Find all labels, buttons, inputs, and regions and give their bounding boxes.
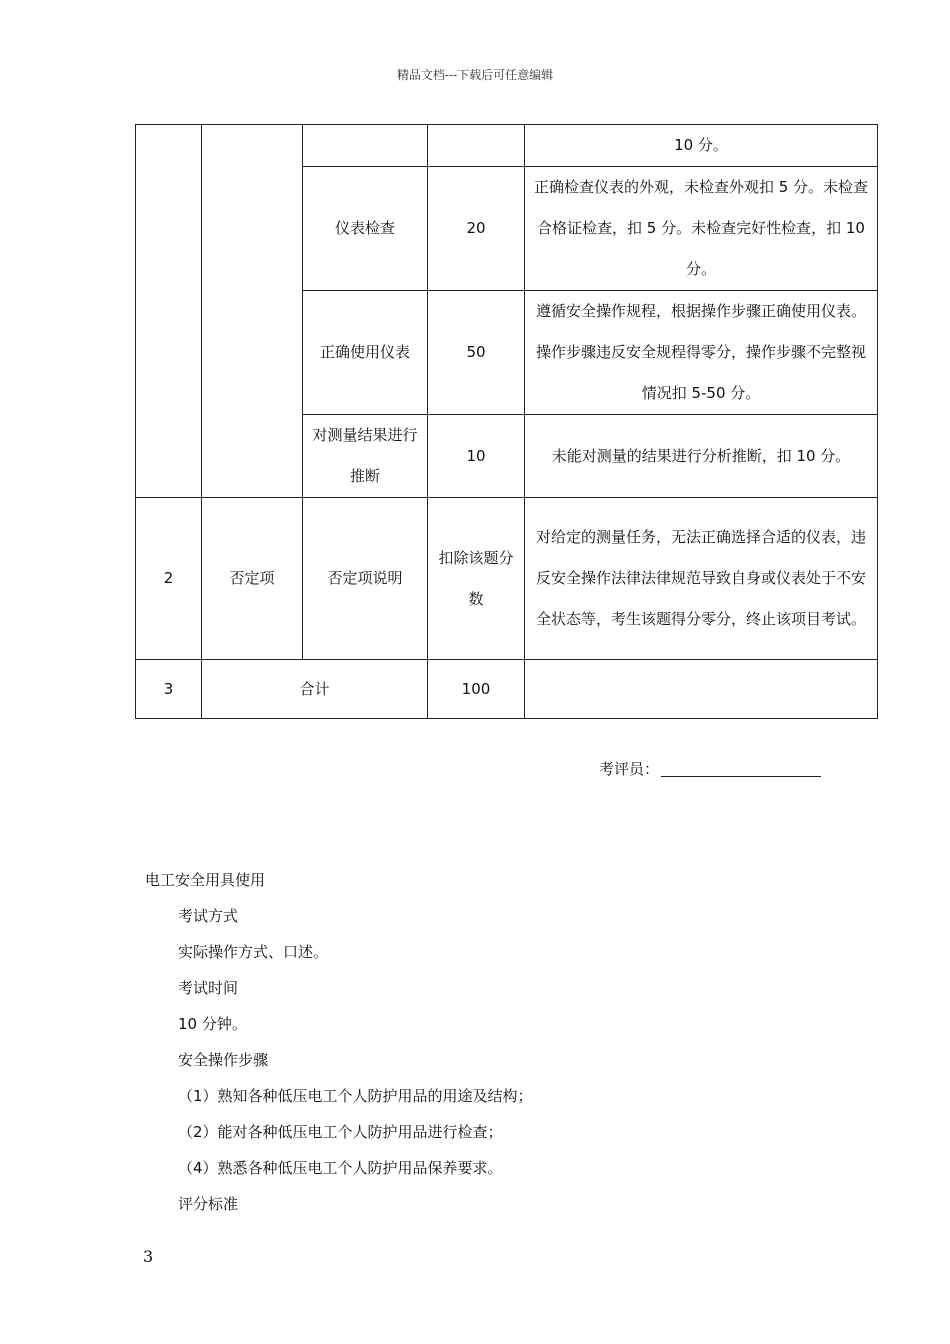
table-cell-item: 仪表检查 xyxy=(303,167,428,291)
table-cell-desc: 对给定的测量任务，无法正确选择合适的仪表，违反安全操作法律法律规范导致自身或仪表处于不安全状态等，考生该题得分零分，终止该项目考试。 xyxy=(525,498,878,660)
examiner-label: 考评员： xyxy=(599,760,660,778)
table-cell-no: 2 xyxy=(136,498,202,660)
page-number: 3 xyxy=(143,1247,154,1266)
exam-method-heading: 考试方式 xyxy=(178,907,239,925)
table-row xyxy=(136,660,878,719)
table-cell-value: 100 xyxy=(428,660,525,719)
section-title: 电工安全用具使用 xyxy=(145,871,266,889)
table-cell-item: 正确使用仪表 xyxy=(303,291,428,415)
table-row xyxy=(136,498,878,660)
table-row xyxy=(136,125,878,167)
table-cell-category xyxy=(202,125,303,498)
exam-time-heading: 考试时间 xyxy=(178,979,239,997)
table-cell-desc xyxy=(525,660,878,719)
table-cell-value: 20 xyxy=(428,167,525,291)
scoring-heading: 评分标准 xyxy=(178,1195,239,1213)
table-cell-category: 否定项 xyxy=(202,498,303,660)
step-item: （4）熟悉各种低压电工个人防护用品保养要求。 xyxy=(178,1159,503,1177)
header-note: 精品文档---下载后可任意编辑 xyxy=(396,68,554,82)
table-cell-item: 否定项说明 xyxy=(303,498,428,660)
step-item: （1）熟知各种低压电工个人防护用品的用途及结构； xyxy=(178,1087,533,1105)
table-cell-item: 对测量结果进行推断 xyxy=(303,415,428,498)
table-cell-value: 50 xyxy=(428,291,525,415)
scoring-table xyxy=(135,124,878,719)
exam-time-text: 10 分钟。 xyxy=(178,1015,247,1033)
step-item: （2）能对各种低压电工个人防护用品进行检查； xyxy=(178,1123,503,1141)
steps-heading: 安全操作步骤 xyxy=(178,1051,269,1069)
signature-line xyxy=(661,758,821,777)
table-cell-value xyxy=(428,125,525,167)
table-cell-item xyxy=(303,125,428,167)
exam-method-text: 实际操作方式、口述。 xyxy=(178,943,329,961)
examiner-signature xyxy=(599,758,821,779)
table-cell-desc: 正确检查仪表的外观，未检查外观扣 5 分。未检查合格证检查，扣 5 分。未检查完好性检查，扣 10 分。 xyxy=(525,167,878,291)
table-cell-no: 3 xyxy=(136,660,202,719)
table-cell-desc: 遵循安全操作规程，根据操作步骤正确使用仪表。操作步骤违反安全规程得零分，操作步骤不完整视情况扣 5-50 分。 xyxy=(525,291,878,415)
table-cell-total-label: 合计 xyxy=(202,660,428,719)
table-cell-desc: 未能对测量的结果进行分析推断，扣 10 分。 xyxy=(525,415,878,498)
table-cell-no xyxy=(136,125,202,498)
table-cell-value: 10 xyxy=(428,415,525,498)
table-cell-desc: 10 分。 xyxy=(525,125,878,167)
table-cell-value: 扣除该题分数 xyxy=(428,498,525,660)
